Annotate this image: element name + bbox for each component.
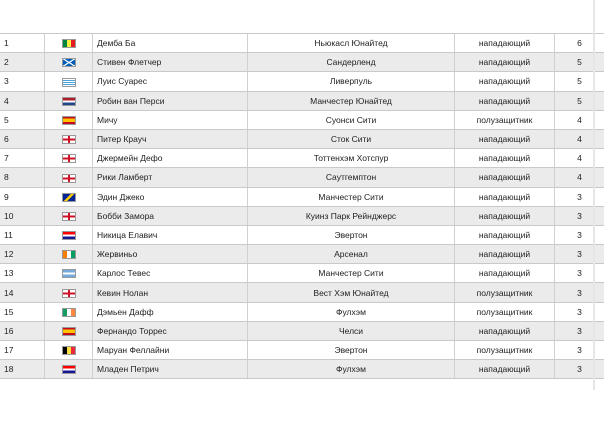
flag-cell <box>45 187 93 206</box>
table-row <box>0 110 604 129</box>
goals-cell: 3 <box>555 187 604 206</box>
flag-cell <box>45 149 93 168</box>
goals-cell: 4 <box>555 110 604 129</box>
club-cell: Саутгемптон <box>248 168 455 187</box>
position-cell: нападающий <box>455 53 555 72</box>
goals-cell: 3 <box>555 225 604 244</box>
scorers-table-body <box>0 34 604 379</box>
goals-cell: 3 <box>555 302 604 321</box>
goals-cell: 3 <box>555 321 604 340</box>
page-divider <box>593 0 595 390</box>
player-name-cell: Мичу <box>93 110 248 129</box>
table-row <box>0 168 604 187</box>
club-cell: Ньюкасл Юнайтед <box>248 34 455 53</box>
goals-cell: 5 <box>555 91 604 110</box>
rank-cell: 17 <box>0 341 45 360</box>
goals-cell: 5 <box>555 53 604 72</box>
goals-cell: 3 <box>555 264 604 283</box>
player-name-cell: Питер Крауч <box>93 129 248 148</box>
club-cell: Эвертон <box>248 225 455 244</box>
rank-cell: 10 <box>0 206 45 225</box>
rank-cell: 14 <box>0 283 45 302</box>
rank-cell: 13 <box>0 264 45 283</box>
spain-flag <box>62 327 76 336</box>
table-row <box>0 341 604 360</box>
spain-flag <box>62 116 76 125</box>
scotland-flag <box>62 58 76 67</box>
flag-cell <box>45 321 93 340</box>
rank-cell: 15 <box>0 302 45 321</box>
rank-cell: 12 <box>0 245 45 264</box>
goals-cell: 4 <box>555 129 604 148</box>
player-name-cell: Луис Суарес <box>93 72 248 91</box>
position-cell: нападающий <box>455 91 555 110</box>
flag-cell <box>45 225 93 244</box>
club-cell: Челси <box>248 321 455 340</box>
table-row <box>0 34 604 53</box>
ireland-flag <box>62 308 76 317</box>
club-cell: Манчестер Юнайтед <box>248 91 455 110</box>
player-name-cell: Жервиньо <box>93 245 248 264</box>
table-row <box>0 321 604 340</box>
rank-cell: 9 <box>0 187 45 206</box>
club-cell: Фулхэм <box>248 360 455 379</box>
rank-cell: 8 <box>0 168 45 187</box>
player-name-cell: Рики Ламберт <box>93 168 248 187</box>
flag-cell <box>45 53 93 72</box>
croatia-flag <box>62 365 76 374</box>
rank-cell: 5 <box>0 110 45 129</box>
position-cell: полузащитник <box>455 110 555 129</box>
flag-cell <box>45 91 93 110</box>
flag-cell <box>45 302 93 321</box>
rank-cell: 6 <box>0 129 45 148</box>
table-row <box>0 360 604 379</box>
position-cell: нападающий <box>455 225 555 244</box>
goals-cell: 4 <box>555 168 604 187</box>
goals-cell: 3 <box>555 245 604 264</box>
player-name-cell: Никица Елавич <box>93 225 248 244</box>
rank-cell: 4 <box>0 91 45 110</box>
position-cell: нападающий <box>455 72 555 91</box>
position-cell: полузащитник <box>455 341 555 360</box>
player-name-cell: Карлос Тевес <box>93 264 248 283</box>
croatia-flag <box>62 231 76 240</box>
table-row <box>0 302 604 321</box>
club-cell: Сандерленд <box>248 53 455 72</box>
club-cell: Вест Хэм Юнайтед <box>248 283 455 302</box>
netherlands-flag <box>62 97 76 106</box>
club-cell: Эвертон <box>248 341 455 360</box>
player-name-cell: Фернандо Торрес <box>93 321 248 340</box>
bosnia-flag <box>62 193 76 202</box>
position-cell: нападающий <box>455 360 555 379</box>
england-flag <box>62 135 76 144</box>
club-cell: Манчестер Сити <box>248 187 455 206</box>
uruguay-flag <box>62 78 76 87</box>
table-row <box>0 245 604 264</box>
player-name-cell: Стивен Флетчер <box>93 53 248 72</box>
flag-cell <box>45 341 93 360</box>
rank-cell: 16 <box>0 321 45 340</box>
player-name-cell: Демба Ба <box>93 34 248 53</box>
club-cell: Сток Сити <box>248 129 455 148</box>
club-cell: Суонси Сити <box>248 110 455 129</box>
england-flag <box>62 212 76 221</box>
club-cell: Тоттенхэм Хотспур <box>248 149 455 168</box>
belgium-flag <box>62 346 76 355</box>
position-cell: нападающий <box>455 168 555 187</box>
goals-cell: 3 <box>555 360 604 379</box>
rank-cell: 3 <box>0 72 45 91</box>
player-name-cell: Джермейн Дефо <box>93 149 248 168</box>
club-cell: Ливерпуль <box>248 72 455 91</box>
england-flag <box>62 154 76 163</box>
table-row <box>0 187 604 206</box>
position-cell: полузащитник <box>455 283 555 302</box>
position-cell: нападающий <box>455 245 555 264</box>
position-cell: нападающий <box>455 206 555 225</box>
goals-cell: 5 <box>555 72 604 91</box>
scorers-table <box>0 33 604 379</box>
player-name-cell: Дэмьен Дафф <box>93 302 248 321</box>
argentina-flag <box>62 269 76 278</box>
flag-cell <box>45 129 93 148</box>
flag-cell <box>45 72 93 91</box>
flag-cell <box>45 34 93 53</box>
player-name-cell: Робин ван Перси <box>93 91 248 110</box>
flag-cell <box>45 168 93 187</box>
position-cell: нападающий <box>455 321 555 340</box>
goals-cell: 3 <box>555 341 604 360</box>
player-name-cell: Младен Петрич <box>93 360 248 379</box>
rank-cell: 2 <box>0 53 45 72</box>
flag-cell <box>45 245 93 264</box>
position-cell: нападающий <box>455 34 555 53</box>
club-cell: Куинз Парк Рейнджерс <box>248 206 455 225</box>
goals-cell: 3 <box>555 283 604 302</box>
player-name-cell: Маруан Феллайни <box>93 341 248 360</box>
position-cell: нападающий <box>455 264 555 283</box>
flag-cell <box>45 283 93 302</box>
table-row <box>0 91 604 110</box>
position-cell: нападающий <box>455 129 555 148</box>
club-cell: Фулхэм <box>248 302 455 321</box>
table-row <box>0 264 604 283</box>
flag-cell <box>45 206 93 225</box>
rank-cell: 11 <box>0 225 45 244</box>
goals-cell: 3 <box>555 206 604 225</box>
club-cell: Арсенал <box>248 245 455 264</box>
player-name-cell: Кевин Нолан <box>93 283 248 302</box>
table-row <box>0 149 604 168</box>
position-cell: полузащитник <box>455 302 555 321</box>
player-name-cell: Бобби Замора <box>93 206 248 225</box>
england-flag <box>62 289 76 298</box>
flag-cell <box>45 360 93 379</box>
table-row <box>0 225 604 244</box>
goals-cell: 4 <box>555 149 604 168</box>
flag-cell <box>45 264 93 283</box>
ivory-coast-flag <box>62 250 76 259</box>
player-name-cell: Эдин Джеко <box>93 187 248 206</box>
position-cell: нападающий <box>455 187 555 206</box>
rank-cell: 7 <box>0 149 45 168</box>
table-row <box>0 72 604 91</box>
club-cell: Манчестер Сити <box>248 264 455 283</box>
senegal-flag <box>62 39 76 48</box>
table-row <box>0 53 604 72</box>
position-cell: нападающий <box>455 149 555 168</box>
flag-cell <box>45 110 93 129</box>
rank-cell: 18 <box>0 360 45 379</box>
rank-cell: 1 <box>0 34 45 53</box>
table-row <box>0 206 604 225</box>
goals-cell: 6 <box>555 34 604 53</box>
england-flag <box>62 174 76 183</box>
table-row <box>0 283 604 302</box>
table-row <box>0 129 604 148</box>
